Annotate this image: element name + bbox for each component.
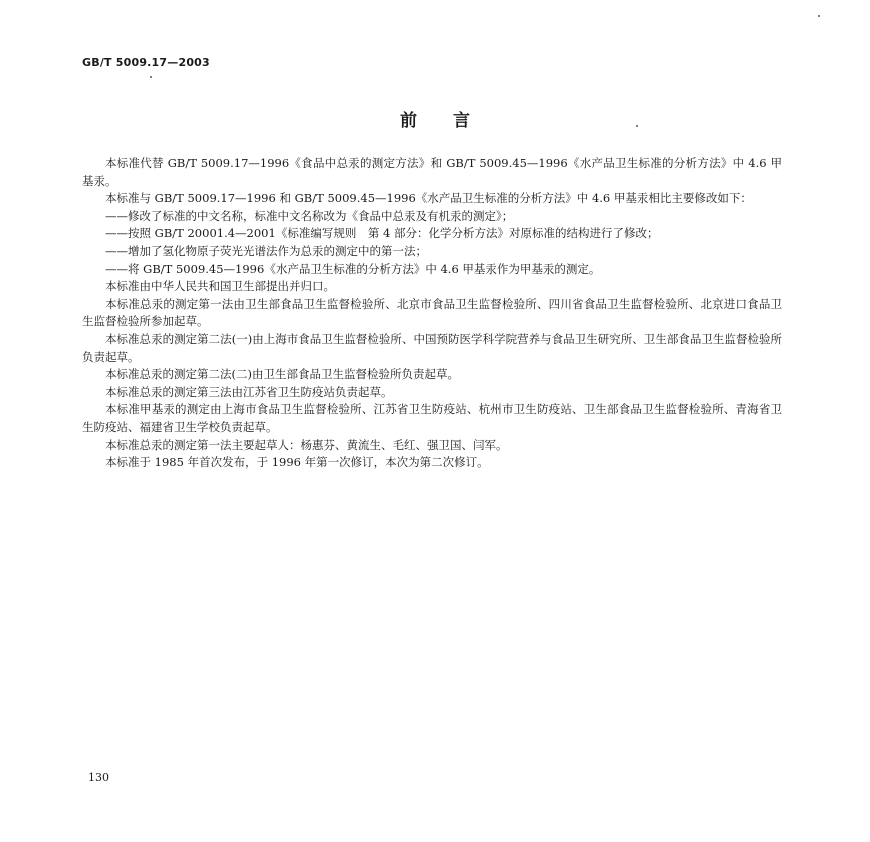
- paragraph: 本标准总汞的测定第二法(二)由卫生部食品卫生监督检验所负责起草。: [105, 367, 459, 382]
- change-item: ——修改了标准的中文名称，标准中文名称改为《食品中总汞及有机汞的测定》；: [105, 208, 514, 223]
- change-item: ——按照 GB/T 20001.4—2001《标准编写规则 第 4 部分：化学分析方法》对原标准的结构进行了修改；: [105, 226, 659, 241]
- paragraph: 本标准与 GB/T 5009.17—1996 和 GB/T 5009.45—1996《水产品卫生标准的分析方法》中 4.6 甲基汞相比主要修改如下：: [105, 191, 752, 206]
- paragraph: 本标准于 1985 年首次发布，于 1996 年第一次修订，本次为第二次修订。: [105, 455, 489, 470]
- standard-code: GB/T 5009.17—2003: [82, 56, 210, 69]
- paragraph: 本标准总汞的测定第三法由江苏省卫生防疫站负责起草。: [105, 384, 393, 399]
- paragraph: 本标准代替 GB/T 5009.17—1996《食品中总汞的测定方法》和 GB/T 5009.45—1996《水产品卫生标准的分析方法》中 4.6 甲基汞。: [82, 156, 782, 188]
- foreword-body: [82, 155, 782, 472]
- paragraph: 本标准由中华人民共和国卫生部提出并归口。: [105, 279, 335, 294]
- scan-speck: [150, 76, 152, 78]
- change-item: ——将 GB/T 5009.45—1996《水产品卫生标准的分析方法》中 4.6 甲基汞作为甲基汞的测定。: [105, 261, 601, 276]
- page-title: 前言: [400, 111, 506, 131]
- paragraph: 本标准总汞的测定第二法(一)由上海市食品卫生监督检验所、中国预防医学科学院营养与食品卫生研究所、卫生部食品卫生监督检验所负责起草。: [82, 331, 782, 364]
- paragraph: 本标准总汞的测定第一法由卫生部食品卫生监督检验所、北京市食品卫生监督检验所、四川省食品卫生监督检验所、北京进口食品卫生监督检验所参加起草。: [82, 296, 782, 329]
- scan-speck: [636, 125, 638, 127]
- paragraph: 本标准总汞的测定第一法主要起草人：杨惠芬、黄流生、毛红、强卫国、闫军。: [105, 437, 508, 452]
- change-item: ——增加了氢化物原子荧光光谱法作为总汞的测定中的第一法；: [105, 243, 427, 258]
- scan-speck: [818, 15, 820, 17]
- paragraph: 本标准甲基汞的测定由上海市食品卫生监督检验所、江苏省卫生防疫站、杭州市卫生防疫站、卫生部食品卫生监督检验所、青海省卫生防疫站、福建省卫生学校负责起草。: [82, 402, 782, 434]
- page-number: 130: [88, 771, 109, 784]
